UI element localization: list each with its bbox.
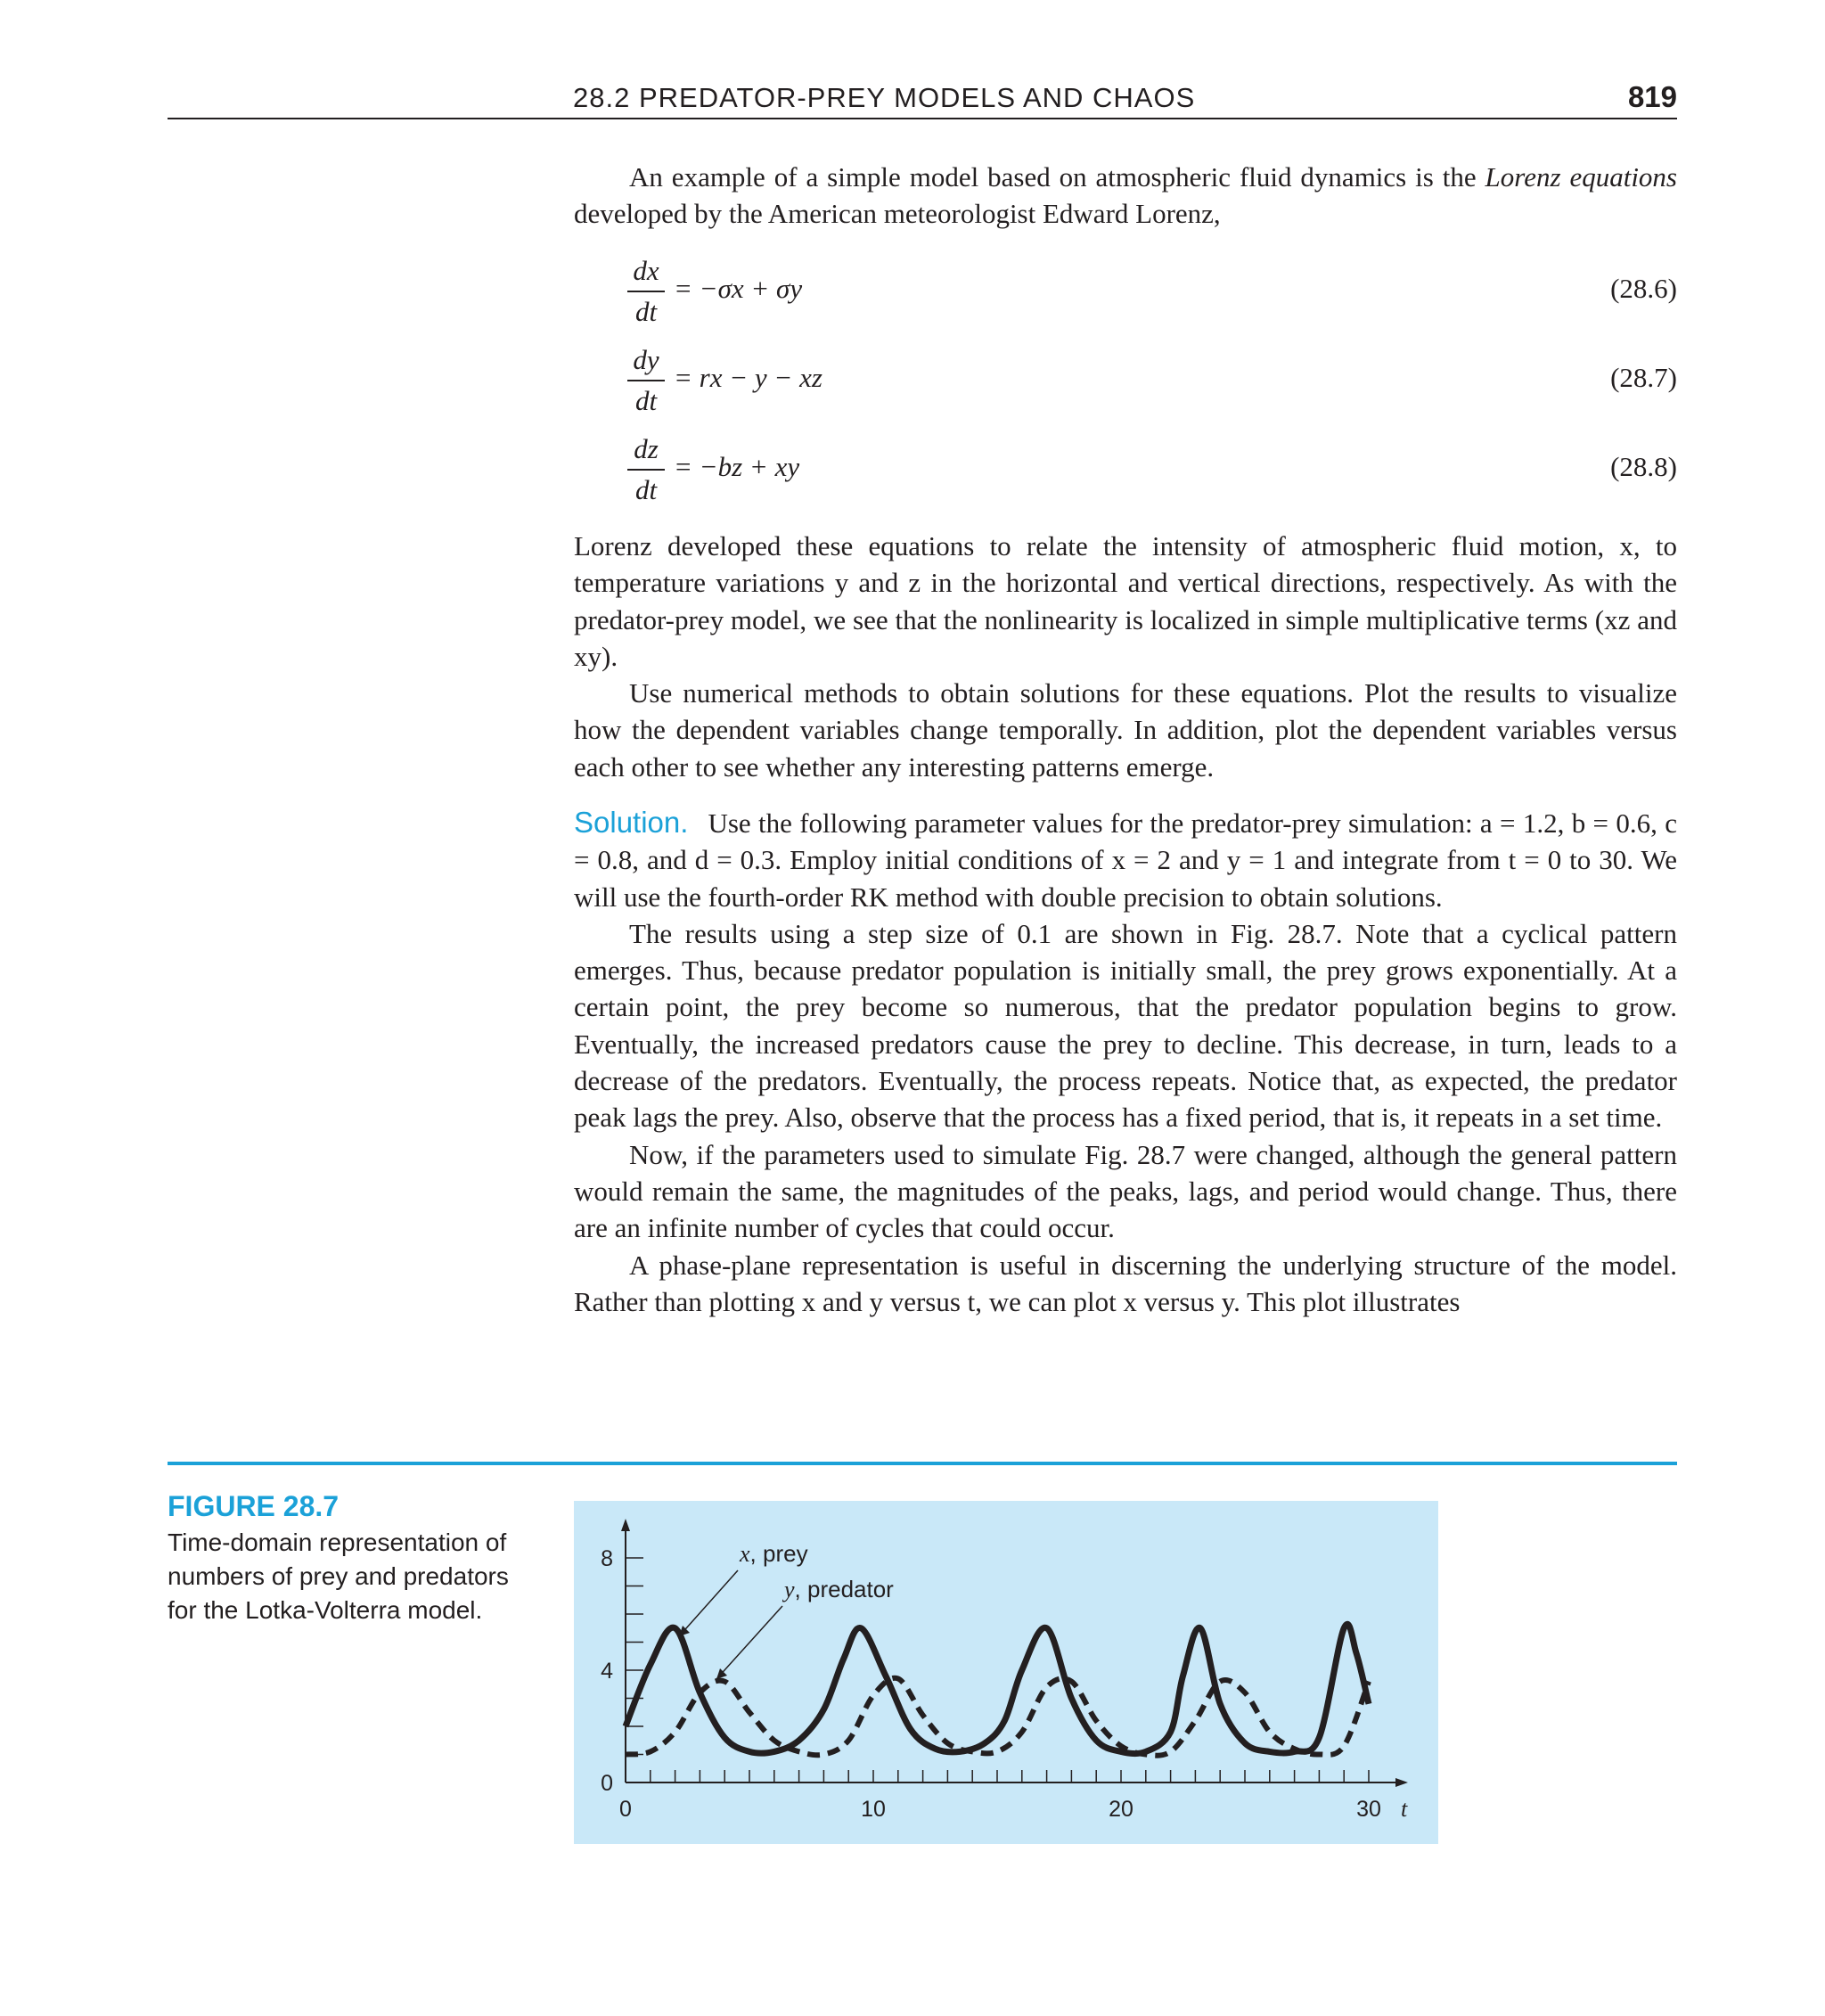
x-tick-label: 0: [619, 1797, 632, 1822]
running-header: [168, 78, 1677, 119]
solution-label: Solution.: [574, 806, 689, 839]
annotation-leader-line: [679, 1570, 738, 1636]
eq1-number: (28.6): [1610, 273, 1677, 304]
eq2-denominator: dt: [634, 385, 658, 416]
equation-28-8: [627, 430, 1677, 510]
annotation-leader-line: [716, 1606, 782, 1679]
time-domain-chart: [574, 1501, 1438, 1844]
section-title: 28.2 PREDATOR-PREY MODELS AND CHAOS: [573, 82, 1196, 113]
predator-annotation-label: y, predator: [784, 1576, 894, 1602]
x-tick-label: 30: [1356, 1797, 1381, 1822]
eq3-numerator: dz: [627, 430, 665, 471]
paragraph-results: The results using a step size of 0.1 are shown in Fig. 28.7. Note that a cyclical pattern emerges. Thus, because predator population is initially small, the prey grows exponentially. At a certain point, the prey become so numerous, that the predator population begins to grow. Eventually, the increased predators cause the prey to decline. This decrease, in turn, leads to a decrease of the predators. Eventually, the process repeats. Notice that, as expected, the predator peak lags the prey. Also, observe that the process has a fixed period, that is, it repeats in a set time.: [574, 917, 1677, 1134]
eq1-numerator: dx: [627, 251, 665, 292]
eq3-number: (28.8): [1610, 451, 1677, 482]
eq1-rhs: = −σx + σy: [674, 273, 803, 304]
paragraph-lorenz: Lorenz developed these equations to relate the intensity of atmospheric fluid motion, x, to temperature variations y and z in the horizontal and vertical directions, respectively. As with the predator-prey model, we see that the nonlinearity is localized in simple multiplicative terms (xz and xy).: [574, 530, 1677, 672]
prey-series-line: [626, 1624, 1369, 1753]
x-axis-arrow: [1395, 1778, 1408, 1787]
page-number: 819: [1627, 80, 1677, 113]
equation-28-6: [627, 251, 1677, 332]
y-tick-label: 0: [601, 1771, 613, 1796]
solution-text: [574, 804, 1677, 1320]
y-axis-arrow: [621, 1519, 630, 1531]
intro-paragraph: [574, 159, 1677, 233]
intro-term: Lorenz equations: [1485, 161, 1677, 193]
x-tick-label: 10: [861, 1797, 886, 1822]
y-tick-label: 4: [601, 1659, 613, 1684]
paragraph-use-numerical: Use numerical methods to obtain solutions for these equations. Plot the results to visualize how the dependent variables change temporally. In addition, plot the dependent variables versus each other to see whether any interesting patterns emerge.: [574, 677, 1677, 783]
eq3-rhs: = −bz + xy: [674, 451, 800, 482]
eq3-denominator: dt: [634, 474, 658, 505]
eq2-number: (28.7): [1610, 362, 1677, 393]
eq2-numerator: dy: [627, 340, 665, 381]
paragraph-parameters: Now, if the parameters used to simulate Fig. 28.7 were changed, although the general pattern would remain the same, the magnitudes of the peaks, lags, and period would change. Thus, there are an infinite number of cycles that could occur.: [574, 1138, 1677, 1244]
body-text: [574, 528, 1677, 785]
intro-text-a: An example of a simple model based on atmospheric fluid dynamics is the: [629, 161, 1485, 193]
chart-panel: [574, 1501, 1438, 1844]
paragraph-phase-plane: A phase-plane representation is useful in discerning the underlying structure of the model. Rather than plotting x and y versus t, we can plot x versus y. This plot illustrates: [574, 1249, 1677, 1317]
equation-28-7: [627, 340, 1677, 421]
x-axis-label: t: [1401, 1796, 1408, 1822]
x-tick-label: 20: [1109, 1797, 1133, 1822]
figure-caption: Time-domain representation of numbers of prey and predators for the Lotka-Volterra model.: [168, 1528, 509, 1624]
figure-label: FIGURE 28.7: [168, 1490, 340, 1522]
prey-annotation-label: x, prey: [740, 1540, 808, 1567]
eq1-denominator: dt: [634, 296, 658, 327]
paragraph-solution: Use the following parameter values for the predator-prey simulation: a = 1.2, b = 0.6, c = 0.8, and d = 0.3. Employ initial conditions of x = 2 and y = 1 and integrate from t = 0 to 30. We will use the fourth-order RK method with double precision to obtain solutions.: [574, 807, 1677, 913]
intro-text-c: developed by the American meteorologist Edward Lorenz,: [574, 198, 1221, 230]
figure-rule: [168, 1462, 1677, 1465]
eq2-rhs: = rx − y − xz: [674, 362, 822, 393]
y-tick-label: 8: [601, 1546, 613, 1571]
